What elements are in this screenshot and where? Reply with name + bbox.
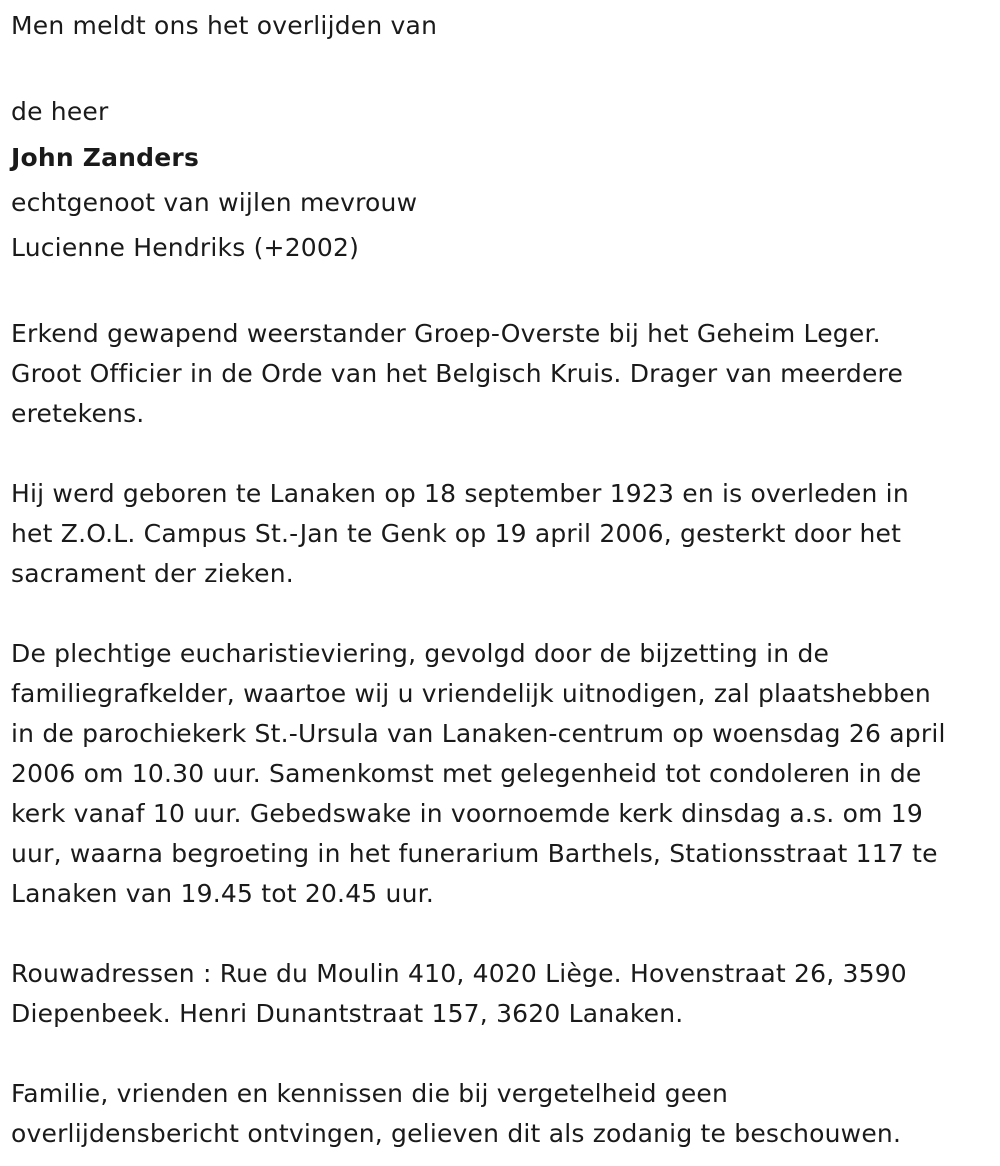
- birth-death-paragraph: [11, 474, 986, 594]
- paragraph-line: familiegrafkelder, waartoe wij u vriendelijk uitnodigen, zal plaatshebben: [11, 679, 931, 708]
- paragraph-line: Hij werd geboren te Lanaken op 18 september 1923 en is overleden in: [11, 479, 909, 508]
- paragraph-line: Erkend gewapend weerstander Groep-Overste bij het Geheim Leger.: [11, 319, 881, 348]
- intro-text: Men meldt ons het overlijden van: [11, 11, 438, 40]
- paragraph-line: kerk vanaf 10 uur. Gebedswake in voornoemde kerk dinsdag a.s. om 19: [11, 799, 923, 828]
- paragraph-line: het Z.O.L. Campus St.-Jan te Genk op 19 april 2006, gesterkt door het: [11, 519, 902, 548]
- paragraph-line: sacrament der zieken.: [11, 559, 294, 588]
- honorific-title: de heer: [11, 97, 109, 126]
- distinctions-paragraph: [11, 314, 986, 434]
- addresses-paragraph: [11, 954, 986, 1034]
- paragraph-line: uur, waarna begroeting in het funerarium Barthels, Stationsstraat 117 te: [11, 839, 938, 868]
- spouse-line: echtgenoot van wijlen mevrouw: [11, 188, 418, 217]
- paragraph-line: 2006 om 10.30 uur. Samenkomst met gelegenheid tot condoleren in de: [11, 759, 922, 788]
- paragraph-line: Diepenbeek. Henri Dunantstraat 157, 3620 Lanaken.: [11, 999, 684, 1028]
- paragraph-line: Familie, vrienden en kennissen die bij vergetelheid geen: [11, 1079, 729, 1108]
- paragraph-line: in de parochiekerk St.-Ursula van Lanaken-centrum op woensdag 26 april: [11, 719, 946, 748]
- paragraph-line: De plechtige eucharistieviering, gevolgd door de bijzetting in de: [11, 639, 830, 668]
- paragraph-line: Lanaken van 19.45 tot 20.45 uur.: [11, 879, 434, 908]
- ceremony-paragraph: [11, 634, 986, 914]
- paragraph-line: eretekens.: [11, 399, 145, 428]
- closing-paragraph: [11, 1074, 986, 1154]
- spouse-name: Lucienne Hendriks (+2002): [11, 233, 360, 262]
- deceased-name: John Zanders: [11, 143, 200, 172]
- paragraph-line: Groot Officier in de Orde van het Belgisch Kruis. Drager van meerdere: [11, 359, 904, 388]
- death-notice: [11, 0, 986, 1154]
- paragraph-line: Rouwadressen : Rue du Moulin 410, 4020 Liège. Hovenstraat 26, 3590: [11, 959, 907, 988]
- paragraph-line: overlijdensbericht ontvingen, gelieven dit als zodanig te beschouwen.: [11, 1119, 902, 1148]
